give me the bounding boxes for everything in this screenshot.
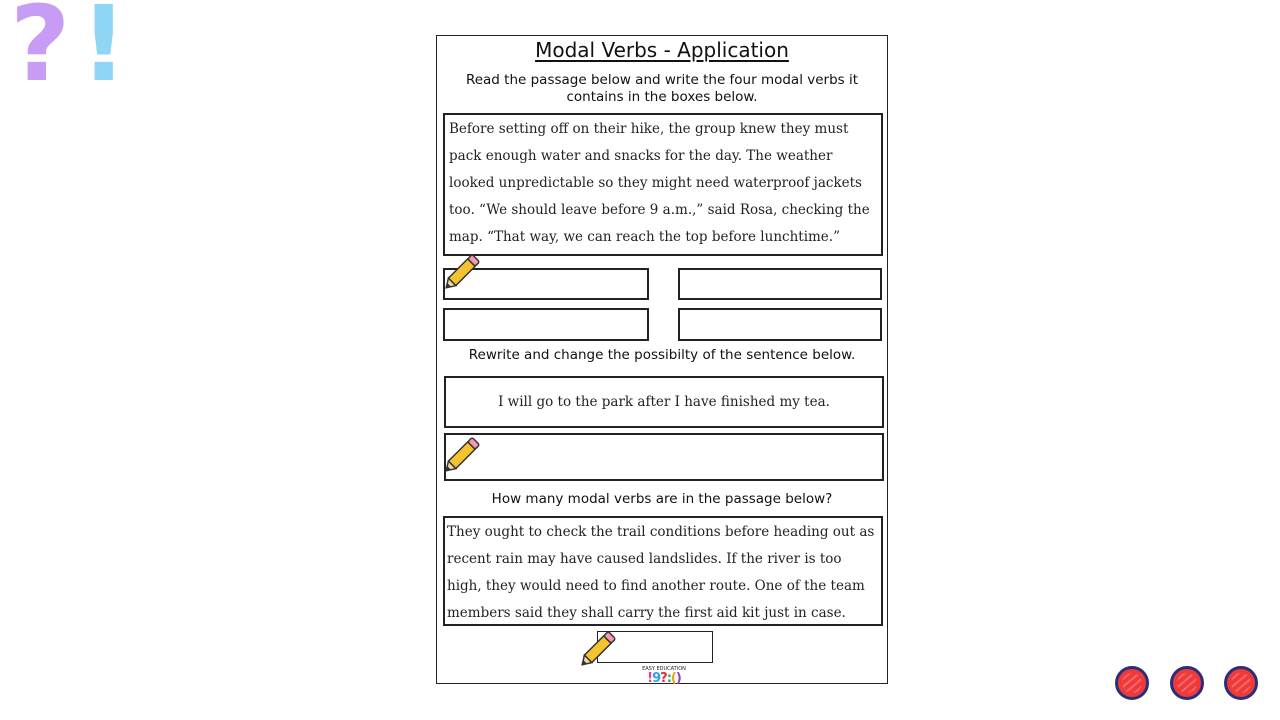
answer-box-3[interactable] xyxy=(443,308,649,341)
instruction-count-modals: How many modal verbs are in the passage below? xyxy=(491,491,833,507)
pencil-icon xyxy=(443,249,485,291)
sentence-box: I will go to the park after I have finished my tea. xyxy=(444,376,884,428)
answer-box-2[interactable] xyxy=(678,268,882,300)
easy-education-logo xyxy=(637,666,691,686)
instruction-find-modals: Read the passage below and write the four modal verbs it contains in the boxes below. xyxy=(465,72,859,105)
question-mark-decoration: ? xyxy=(10,0,71,105)
passage-box-2: They ought to check the trail conditions before heading out as recent rain may have caused landslides. If the river is too high, they would need to find another route. One of the team members said they shall carry the first aid kit just in case. xyxy=(443,516,883,626)
logo-caption: EASY EDUCATION xyxy=(642,666,686,672)
instruction-rewrite: Rewrite and change the possibilty of the sentence below. xyxy=(468,347,856,363)
worksheet-title: Modal Verbs - Application xyxy=(535,38,789,62)
pencil-icon xyxy=(443,432,485,474)
answer-box-4[interactable] xyxy=(678,308,882,341)
logo-glyphs: !9?:() xyxy=(647,671,681,686)
exclamation-mark-decoration: ! xyxy=(80,0,128,105)
rewrite-answer-box[interactable] xyxy=(444,433,884,481)
nav-circle-3[interactable] xyxy=(1224,666,1258,700)
passage-box-1: Before setting off on their hike, the group knew they must pack enough water and snacks for the day. The weather looked unpredictable so they might need waterproof jackets too. “We should leave before 9 a.m.,” said Rosa, checking the map. “That way, we can reach the top before lunchtime.” xyxy=(443,113,883,256)
nav-circle-1[interactable] xyxy=(1115,666,1149,700)
worksheet xyxy=(436,35,888,684)
nav-circle-2[interactable] xyxy=(1170,666,1204,700)
pencil-icon xyxy=(579,626,621,668)
